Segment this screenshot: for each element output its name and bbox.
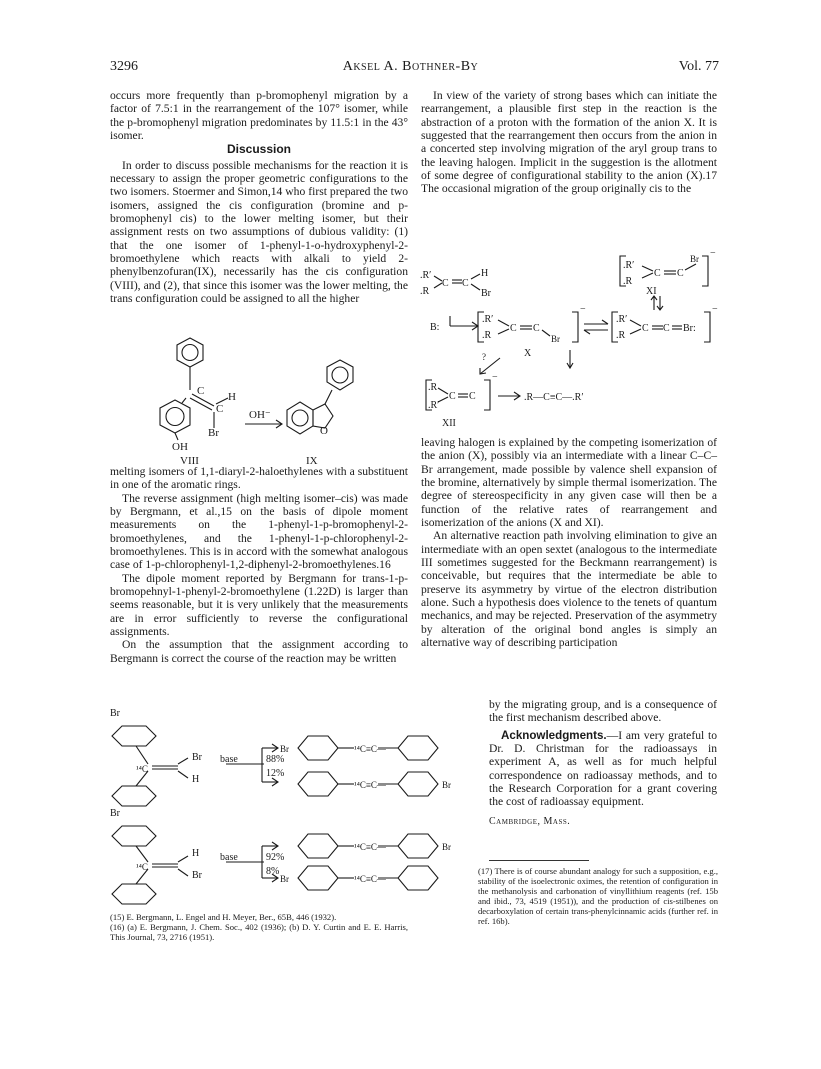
reagent-label: base — [220, 852, 238, 863]
group-label: .R′ — [616, 314, 628, 325]
atom-label: C — [197, 385, 205, 397]
paragraph: occurs more frequently than p-bromophenyl migration by a factor of 7.5:1 in the rearrangement of the 107° isomer, while the p-bromophenyl migration predominates by 11.5:1 in the 43° isomer. — [110, 89, 408, 143]
atom-label: H — [192, 848, 200, 859]
atom-label: Br — [280, 744, 289, 754]
atom-label: H — [481, 268, 489, 279]
group-label: .R — [616, 330, 626, 341]
compound-label: VIII — [180, 455, 199, 466]
charge-label: − — [580, 304, 586, 315]
ack-text: —I am very grateful to Dr. D. Christman for the radioassays in experiment A, as well as for much helpful correspondence on radioassay methods, and to the Research Corporation for a grant covering the cost of radioassay equipment. — [489, 728, 717, 809]
atom-label: H — [192, 774, 200, 785]
group-label: .R — [420, 286, 430, 297]
atom-label: C — [510, 323, 517, 334]
group-label: .R′ — [428, 400, 440, 411]
volume-number: Vol. 77 — [678, 59, 719, 74]
footnotes-left — [110, 912, 408, 942]
yield-label: 8% — [266, 866, 280, 877]
right-column-top — [421, 89, 717, 196]
atom-label: Br — [208, 427, 219, 439]
paragraph: leaving halogen is explained by the competing isomerization of the anion (X), possibly via an intermediate with a linear C–C–Br arrangement, made possible by valence shell expansion of the bromine, alternatively by simple thermal isomerization. The degree of stereospecificity in any given case will then be a function of the relative rates of rearrangement and isomerization of the anions (X and XI). — [421, 436, 717, 530]
product-label: .R—C≡C—.R′ — [524, 392, 584, 403]
scheme-anion-mechanism — [420, 250, 720, 432]
atom-label: Br — [110, 708, 120, 719]
paragraph: melting isomers of 1,1-diaryl-2-haloethylenes with a substituent in one of the aromatic rings. — [110, 465, 408, 492]
yield-label: 88% — [266, 754, 285, 765]
atom-label: C — [216, 403, 224, 415]
atom-label: H — [228, 391, 236, 403]
reagent-label: base — [220, 754, 238, 765]
atom-label: C — [442, 278, 449, 289]
charge-label: − — [710, 250, 716, 259]
atom-label: Br — [442, 842, 451, 852]
footnote: (17) There is of course abundant analogy for such a supposition, e.g., stability of the isoelectronic oximes, the retention of configuration in the methanolysis and carbonation of vinyllithium reagents (ref. 15b and ibid., 73, 4519 (1951)), and the production of cis-stilbenes on decarboxylation of certain trans-phenylcinnamic acids (further ref. in ref. 16b). — [478, 866, 718, 926]
ack-label: Acknowledgments. — [501, 728, 607, 742]
query-label: ? — [482, 352, 486, 362]
group-label: .R′ — [482, 314, 494, 325]
paragraph: An alternative reaction path involving elimination to give an intermediate with an open sextet (analogous to the intermediate III sometimes suggested for the Beckmann rearrangement) is conceivable, but requires that the intermediate be able to preserve its asymmetry by virtue of the electron distribution alone. Such a hypothesis does violence to the tenets of quantum mechanics, and may be rejected. Preservation of the asymmetry by alteration of the original bond angles is simply an alternative way of describing participation — [421, 529, 717, 650]
compound-label: X — [524, 348, 532, 359]
atom-label: C — [469, 391, 476, 402]
left-column-bottom — [110, 465, 408, 665]
atom-label: C — [449, 391, 456, 402]
paragraph: In order to discuss possible mechanisms for the reaction it is necessary to assign the proper geometric configurations to the two isomers. Stoermer and Simon,14 who first prepared the two isomers, assigned the cis configuration (bromine and p-bromophenyl cis) to the lower melting isomer, but their assignment rests on two assumptions of dubious validity: (1) that the one isomer of 1-phenyl-1-o-hydroxyphenyl-2-bromoethylene which reacts with alkali to yield 2-phenylbenzofuran(IX), necessarily has the cis configuration (VIII), and (2), that since this isomer was the lower melting, the trans configuration could be assigned to all the higher — [110, 158, 408, 306]
page-number: 3296 — [110, 59, 138, 74]
atom-label: Br — [551, 334, 560, 344]
atom-label: C — [663, 323, 670, 334]
paragraph: The dipole moment reported by Bergmann for trans-1-p-bromopehnyl-1-phenyl-2-bromoethylene (1.22D) is larger than seems reasonable, but it is very unlikely that the measurements are in error sufficiently to reverse the configurational assignments. — [110, 571, 408, 639]
charge-label: − — [712, 304, 718, 315]
paragraph: In view of the variety of strong bases which can initiate the rearrangement, a plausible first step in the reaction is the abstraction of a proton with the formation of the anion X. It is suggested that the rearrangement then occurs from the anion in a concerted step involving migration of the aryl group trans to the leaving halogen. Implicit in the suggestion is the allotment of some degree of configurational stability to the anion (X).17 The occasional migration of the group originally cis to the — [421, 89, 717, 196]
atom-label: Br — [192, 752, 202, 763]
running-author: Aksel A. Bothner-By — [342, 59, 479, 74]
group-label: .R — [428, 382, 438, 393]
atom-label: Br — [481, 288, 491, 299]
scheme-reaction-course — [108, 706, 488, 910]
atom-label: OH — [172, 441, 188, 453]
group-label: .R — [482, 330, 492, 341]
place: Cambridge, Mass. — [489, 815, 571, 827]
triple-label: ¹⁴C≡C— — [354, 780, 386, 790]
place-rule — [489, 860, 589, 861]
section-heading: Discussion — [226, 142, 292, 157]
left-column-top — [110, 89, 408, 306]
group-label: .R′ — [623, 260, 635, 271]
atom-label: Br — [442, 780, 451, 790]
compound-label: XI — [646, 286, 657, 297]
group-label: .R — [623, 276, 633, 287]
atom-label: ¹⁴C — [136, 862, 148, 872]
atom-label: C — [654, 268, 661, 279]
atom-label: ¹⁴C — [136, 764, 148, 774]
triple-label: ¹⁴C≡C— — [354, 842, 386, 852]
reagent-label: OH⁻ — [249, 409, 271, 421]
group-label: .R′ — [420, 270, 432, 281]
atom-label: C — [533, 323, 540, 334]
yield-label: 12% — [266, 768, 285, 779]
right-column-narrow — [489, 698, 717, 828]
footnotes-right — [478, 866, 718, 926]
atom-label: Br — [192, 870, 202, 881]
base-label: B: — [430, 322, 440, 333]
triple-label: ¹⁴C≡C— — [354, 744, 386, 754]
atom-label: O — [320, 425, 328, 437]
atom-label: C — [677, 268, 684, 279]
atom-label: Br — [110, 808, 120, 819]
right-column-middle — [421, 436, 717, 650]
atom-label: Br — [280, 874, 289, 884]
atom-label: Br — [690, 254, 699, 264]
paragraph: The reverse assignment (high melting isomer–cis) was made by Bergmann, et al.,15 on the basis of dipole moment measurements on the 1-phenyl-1-p-bromophenyl-2-bromoethylenes, and the 1-phenyl-1-p-chlorophenyl-2-bromoethylenes. This is in accord with the somewhat analogous case of 1-p-chlorophenyl-1,2-diphenyl-2-bromoethylenes.16 — [110, 491, 408, 572]
compound-label: XII — [442, 418, 456, 429]
paragraph: On the assumption that the assignment according to Bergmann is correct the course of the reaction may be written — [110, 638, 408, 665]
acknowledgments — [489, 729, 717, 809]
compound-label: IX — [306, 455, 318, 466]
triple-label: ¹⁴C≡C— — [354, 874, 386, 884]
scheme-viii-to-ix — [120, 330, 410, 466]
footnote: (15) E. Bergmann, L. Engel and H. Meyer, Ber., 65B, 446 (1932). — [110, 912, 337, 922]
paragraph: by the migrating group, and is a consequence of the first mechanism described above. — [489, 698, 717, 725]
atom-label: Br: — [683, 323, 696, 334]
yield-label: 92% — [266, 852, 285, 863]
atom-label: C — [462, 278, 469, 289]
footnote: (16) (a) E. Bergmann, J. Chem. Soc., 402 (1936); (b) D. Y. Curtin and E. E. Harris, This Journal, 73, 2716 (1951). — [110, 922, 408, 942]
charge-label: − — [492, 372, 498, 383]
atom-label: C — [642, 323, 649, 334]
